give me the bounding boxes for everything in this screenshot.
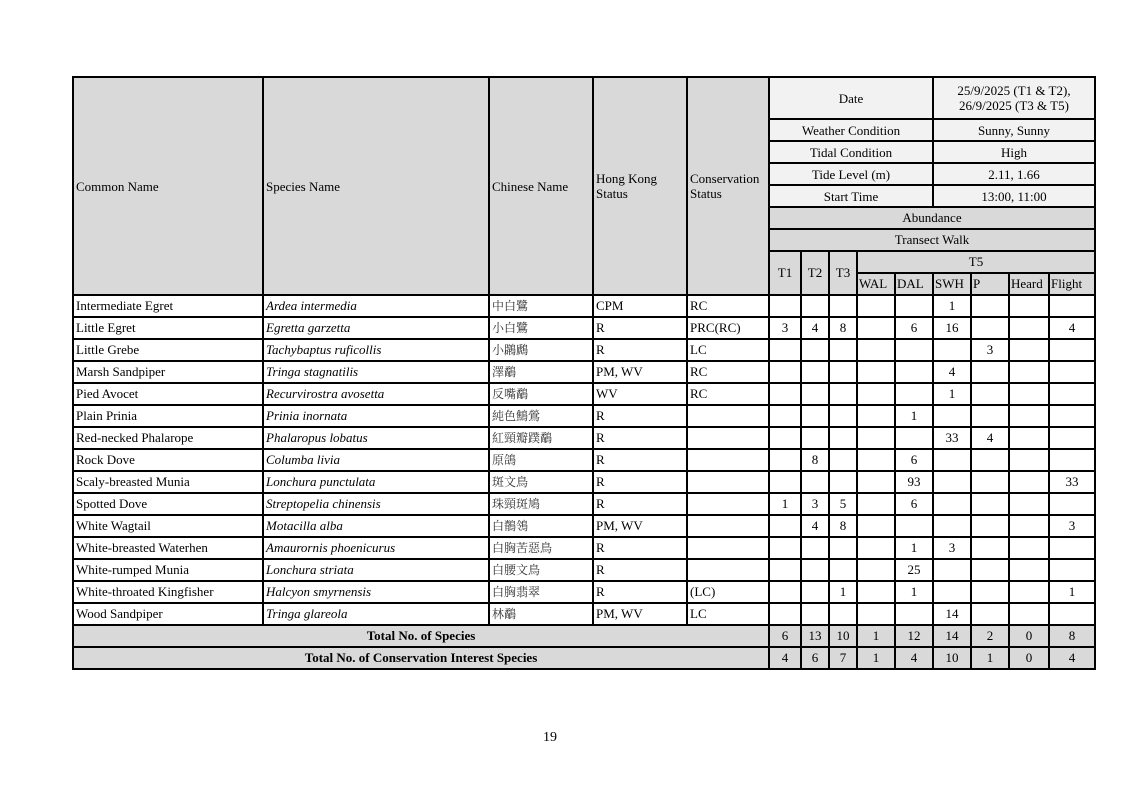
count-cell-swh xyxy=(933,493,971,515)
count-cell-dal: 6 xyxy=(895,449,933,471)
count-cell-t3 xyxy=(829,559,857,581)
table-row xyxy=(73,339,1095,361)
count-cell-flight xyxy=(1049,449,1095,471)
common-name-cell: Intermediate Egret xyxy=(73,295,263,317)
count-cell-swh: 4 xyxy=(933,361,971,383)
table-row xyxy=(73,493,1095,515)
count-cell-t2: 4 xyxy=(801,317,829,339)
count-cell-heard xyxy=(1009,515,1049,537)
count-cell-dal: 93 xyxy=(895,471,933,493)
total-cell-wal: 1 xyxy=(857,647,895,669)
header-common-name: Common Name xyxy=(73,77,263,295)
count-cell-swh: 1 xyxy=(933,383,971,405)
species-name-cell: Tringa stagnatilis xyxy=(263,361,489,383)
col-header-t1: T1 xyxy=(769,251,801,295)
total-cell-heard: 0 xyxy=(1009,625,1049,647)
count-cell-heard xyxy=(1009,339,1049,361)
transect-walk-header: Transect Walk xyxy=(769,229,1095,251)
count-cell-dal xyxy=(895,383,933,405)
col-header-dal: DAL xyxy=(895,273,933,295)
count-cell-flight: 3 xyxy=(1049,515,1095,537)
count-cell-t2 xyxy=(801,581,829,603)
info-value-weather: Sunny, Sunny xyxy=(933,119,1095,141)
total-cell-t3: 10 xyxy=(829,625,857,647)
count-cell-p xyxy=(971,603,1009,625)
conservation-status-cell xyxy=(687,405,769,427)
header-species-name: Species Name xyxy=(263,77,489,295)
count-cell-dal: 25 xyxy=(895,559,933,581)
count-cell-t3 xyxy=(829,295,857,317)
conservation-status-cell: RC xyxy=(687,383,769,405)
common-name-cell: Rock Dove xyxy=(73,449,263,471)
common-name-cell: Pied Avocet xyxy=(73,383,263,405)
conservation-status-cell xyxy=(687,537,769,559)
chinese-name-cell: 白胸苦惡鳥 xyxy=(489,537,593,559)
species-name-cell: Phalaropus lobatus xyxy=(263,427,489,449)
count-cell-flight xyxy=(1049,427,1095,449)
hk-status-cell: R xyxy=(593,559,687,581)
count-cell-dal xyxy=(895,361,933,383)
count-cell-t2: 4 xyxy=(801,515,829,537)
count-cell-heard xyxy=(1009,427,1049,449)
table-row xyxy=(73,581,1095,603)
common-name-cell: Red-necked Phalarope xyxy=(73,427,263,449)
count-cell-t2 xyxy=(801,471,829,493)
info-value-tide-level: 2.11, 1.66 xyxy=(933,163,1095,185)
count-cell-dal xyxy=(895,339,933,361)
col-header-p: P xyxy=(971,273,1009,295)
hk-status-cell: R xyxy=(593,405,687,427)
conservation-status-cell xyxy=(687,493,769,515)
chinese-name-cell: 白腰文鳥 xyxy=(489,559,593,581)
count-cell-dal xyxy=(895,603,933,625)
hk-status-cell: PM, WV xyxy=(593,603,687,625)
count-cell-t2 xyxy=(801,295,829,317)
conservation-status-cell: (LC) xyxy=(687,581,769,603)
common-name-cell: Wood Sandpiper xyxy=(73,603,263,625)
total-cell-heard: 0 xyxy=(1009,647,1049,669)
count-cell-swh: 1 xyxy=(933,295,971,317)
count-cell-p xyxy=(971,581,1009,603)
table-row xyxy=(73,295,1095,317)
total-cell-flight: 8 xyxy=(1049,625,1095,647)
hk-status-cell: R xyxy=(593,581,687,603)
count-cell-t2 xyxy=(801,427,829,449)
count-cell-flight xyxy=(1049,493,1095,515)
chinese-name-cell: 小鸊鷉 xyxy=(489,339,593,361)
count-cell-flight xyxy=(1049,405,1095,427)
count-cell-p xyxy=(971,515,1009,537)
count-cell-wal xyxy=(857,581,895,603)
total-cell-swh: 14 xyxy=(933,625,971,647)
species-name-cell: Ardea intermedia xyxy=(263,295,489,317)
common-name-cell: Plain Prinia xyxy=(73,405,263,427)
table-row xyxy=(73,603,1095,625)
total-cell-t2: 6 xyxy=(801,647,829,669)
chinese-name-cell: 純色鷦鶯 xyxy=(489,405,593,427)
count-cell-wal xyxy=(857,383,895,405)
total-cell-dal: 4 xyxy=(895,647,933,669)
count-cell-p xyxy=(971,361,1009,383)
count-cell-p xyxy=(971,295,1009,317)
count-cell-flight: 33 xyxy=(1049,471,1095,493)
table-row xyxy=(73,317,1095,339)
info-value-start-time: 13:00, 11:00 xyxy=(933,185,1095,207)
count-cell-flight: 4 xyxy=(1049,317,1095,339)
count-cell-wal xyxy=(857,515,895,537)
total-cell-dal: 12 xyxy=(895,625,933,647)
count-cell-t1 xyxy=(769,361,801,383)
bird-survey-table xyxy=(72,76,1096,670)
count-cell-flight xyxy=(1049,339,1095,361)
count-cell-swh xyxy=(933,471,971,493)
hk-status-cell: R xyxy=(593,317,687,339)
count-cell-heard xyxy=(1009,559,1049,581)
count-cell-t3: 8 xyxy=(829,317,857,339)
totals-label: Total No. of Species xyxy=(73,625,769,647)
header-hk-status: Hong Kong Status xyxy=(593,77,687,295)
col-header-heard: Heard xyxy=(1009,273,1049,295)
count-cell-wal xyxy=(857,317,895,339)
count-cell-flight xyxy=(1049,295,1095,317)
count-cell-heard xyxy=(1009,581,1049,603)
chinese-name-cell: 白胸翡翠 xyxy=(489,581,593,603)
common-name-cell: White Wagtail xyxy=(73,515,263,537)
count-cell-t3 xyxy=(829,537,857,559)
count-cell-t1 xyxy=(769,339,801,361)
count-cell-t2 xyxy=(801,361,829,383)
total-cell-t1: 4 xyxy=(769,647,801,669)
count-cell-t3 xyxy=(829,449,857,471)
table-row xyxy=(73,427,1095,449)
species-name-cell: Motacilla alba xyxy=(263,515,489,537)
count-cell-swh: 14 xyxy=(933,603,971,625)
hk-status-cell: R xyxy=(593,449,687,471)
common-name-cell: White-breasted Waterhen xyxy=(73,537,263,559)
species-name-cell: Lonchura striata xyxy=(263,559,489,581)
count-cell-wal xyxy=(857,603,895,625)
chinese-name-cell: 白鶺鴒 xyxy=(489,515,593,537)
t5-header: T5 xyxy=(857,251,1095,273)
count-cell-p xyxy=(971,405,1009,427)
count-cell-dal xyxy=(895,427,933,449)
count-cell-heard xyxy=(1009,361,1049,383)
hk-status-cell: CPM xyxy=(593,295,687,317)
count-cell-dal: 6 xyxy=(895,317,933,339)
species-name-cell: Amaurornis phoenicurus xyxy=(263,537,489,559)
count-cell-dal: 1 xyxy=(895,405,933,427)
chinese-name-cell: 斑文鳥 xyxy=(489,471,593,493)
count-cell-p xyxy=(971,559,1009,581)
count-cell-t1: 3 xyxy=(769,317,801,339)
count-cell-wal xyxy=(857,449,895,471)
count-cell-t2 xyxy=(801,383,829,405)
count-cell-t1 xyxy=(769,559,801,581)
species-name-cell: Egretta garzetta xyxy=(263,317,489,339)
common-name-cell: Little Grebe xyxy=(73,339,263,361)
hk-status-cell: WV xyxy=(593,383,687,405)
total-cell-flight: 4 xyxy=(1049,647,1095,669)
count-cell-t1 xyxy=(769,581,801,603)
table-row xyxy=(73,537,1095,559)
chinese-name-cell: 紅頸瓣蹼鷸 xyxy=(489,427,593,449)
col-header-t2: T2 xyxy=(801,251,829,295)
count-cell-dal: 6 xyxy=(895,493,933,515)
count-cell-t3 xyxy=(829,405,857,427)
conservation-status-cell xyxy=(687,559,769,581)
header-conservation-status: Conservation Status xyxy=(687,77,769,295)
totals-row xyxy=(73,647,1095,669)
hk-status-cell: R xyxy=(593,537,687,559)
count-cell-heard xyxy=(1009,603,1049,625)
conservation-status-cell xyxy=(687,515,769,537)
common-name-cell: Scaly-breasted Munia xyxy=(73,471,263,493)
info-label-tidal: Tidal Condition xyxy=(769,141,933,163)
count-cell-t1 xyxy=(769,449,801,471)
count-cell-t1 xyxy=(769,537,801,559)
hk-status-cell: PM, WV xyxy=(593,515,687,537)
count-cell-t1 xyxy=(769,405,801,427)
totals-label: Total No. of Conservation Interest Species xyxy=(73,647,769,669)
count-cell-p xyxy=(971,471,1009,493)
conservation-status-cell: RC xyxy=(687,295,769,317)
total-cell-p: 1 xyxy=(971,647,1009,669)
common-name-cell: Marsh Sandpiper xyxy=(73,361,263,383)
table-row xyxy=(73,449,1095,471)
table-row xyxy=(73,471,1095,493)
total-cell-wal: 1 xyxy=(857,625,895,647)
chinese-name-cell: 原鴿 xyxy=(489,449,593,471)
count-cell-t1: 1 xyxy=(769,493,801,515)
count-cell-wal xyxy=(857,405,895,427)
count-cell-wal xyxy=(857,361,895,383)
count-cell-t2 xyxy=(801,537,829,559)
count-cell-wal xyxy=(857,471,895,493)
count-cell-t3 xyxy=(829,339,857,361)
count-cell-heard xyxy=(1009,449,1049,471)
count-cell-p xyxy=(971,317,1009,339)
count-cell-t1 xyxy=(769,427,801,449)
count-cell-p: 4 xyxy=(971,427,1009,449)
count-cell-flight xyxy=(1049,603,1095,625)
info-label-start-time: Start Time xyxy=(769,185,933,207)
chinese-name-cell: 珠頸斑鳩 xyxy=(489,493,593,515)
conservation-status-cell: RC xyxy=(687,361,769,383)
col-header-t3: T3 xyxy=(829,251,857,295)
chinese-name-cell: 反嘴鷸 xyxy=(489,383,593,405)
species-name-cell: Columba livia xyxy=(263,449,489,471)
header-chinese-name: Chinese Name xyxy=(489,77,593,295)
hk-status-cell: R xyxy=(593,339,687,361)
conservation-status-cell xyxy=(687,471,769,493)
count-cell-t3: 8 xyxy=(829,515,857,537)
info-label-tide-level: Tide Level (m) xyxy=(769,163,933,185)
count-cell-t1 xyxy=(769,515,801,537)
count-cell-t2 xyxy=(801,559,829,581)
count-cell-swh xyxy=(933,581,971,603)
count-cell-t3 xyxy=(829,361,857,383)
total-cell-t1: 6 xyxy=(769,625,801,647)
common-name-cell: Spotted Dove xyxy=(73,493,263,515)
count-cell-flight xyxy=(1049,559,1095,581)
count-cell-heard xyxy=(1009,405,1049,427)
total-cell-t2: 13 xyxy=(801,625,829,647)
common-name-cell: White-rumped Munia xyxy=(73,559,263,581)
count-cell-t2 xyxy=(801,405,829,427)
count-cell-wal xyxy=(857,427,895,449)
table-row xyxy=(73,405,1095,427)
count-cell-heard xyxy=(1009,383,1049,405)
species-name-cell: Tachybaptus ruficollis xyxy=(263,339,489,361)
count-cell-t2 xyxy=(801,339,829,361)
count-cell-heard xyxy=(1009,471,1049,493)
count-cell-heard xyxy=(1009,295,1049,317)
count-cell-p xyxy=(971,537,1009,559)
chinese-name-cell: 林鷸 xyxy=(489,603,593,625)
info-label-weather: Weather Condition xyxy=(769,119,933,141)
table-row xyxy=(73,361,1095,383)
species-name-cell: Halcyon smyrnensis xyxy=(263,581,489,603)
count-cell-p xyxy=(971,493,1009,515)
table-row xyxy=(73,515,1095,537)
conservation-status-cell: LC xyxy=(687,339,769,361)
count-cell-swh: 33 xyxy=(933,427,971,449)
count-cell-flight xyxy=(1049,361,1095,383)
species-name-cell: Lonchura punctulata xyxy=(263,471,489,493)
count-cell-t1 xyxy=(769,295,801,317)
count-cell-t1 xyxy=(769,471,801,493)
total-cell-t3: 7 xyxy=(829,647,857,669)
info-value-tidal: High xyxy=(933,141,1095,163)
species-name-cell: Recurvirostra avosetta xyxy=(263,383,489,405)
hk-status-cell: R xyxy=(593,493,687,515)
count-cell-t2: 8 xyxy=(801,449,829,471)
col-header-flight: Flight xyxy=(1049,273,1095,295)
conservation-status-cell xyxy=(687,427,769,449)
count-cell-wal xyxy=(857,559,895,581)
count-cell-swh xyxy=(933,559,971,581)
hk-status-cell: R xyxy=(593,427,687,449)
count-cell-swh xyxy=(933,405,971,427)
count-cell-swh: 16 xyxy=(933,317,971,339)
count-cell-swh: 3 xyxy=(933,537,971,559)
common-name-cell: Little Egret xyxy=(73,317,263,339)
conservation-status-cell xyxy=(687,449,769,471)
count-cell-t3: 5 xyxy=(829,493,857,515)
species-name-cell: Tringa glareola xyxy=(263,603,489,625)
chinese-name-cell: 中白鷺 xyxy=(489,295,593,317)
count-cell-dal xyxy=(895,515,933,537)
count-cell-swh xyxy=(933,339,971,361)
count-cell-t3 xyxy=(829,603,857,625)
count-cell-swh xyxy=(933,515,971,537)
hk-status-cell: R xyxy=(593,471,687,493)
species-name-cell: Streptopelia chinensis xyxy=(263,493,489,515)
info-value-date: 25/9/2025 (T1 & T2), 26/9/2025 (T3 & T5) xyxy=(933,77,1095,119)
count-cell-heard xyxy=(1009,493,1049,515)
count-cell-p xyxy=(971,449,1009,471)
col-header-swh: SWH xyxy=(933,273,971,295)
total-cell-swh: 10 xyxy=(933,647,971,669)
count-cell-p xyxy=(971,383,1009,405)
col-header-wal: WAL xyxy=(857,273,895,295)
conservation-status-cell: PRC(RC) xyxy=(687,317,769,339)
count-cell-t3 xyxy=(829,471,857,493)
count-cell-t1 xyxy=(769,383,801,405)
species-name-cell: Prinia inornata xyxy=(263,405,489,427)
count-cell-swh xyxy=(933,449,971,471)
count-cell-t3 xyxy=(829,383,857,405)
count-cell-heard xyxy=(1009,317,1049,339)
count-cell-flight xyxy=(1049,537,1095,559)
count-cell-dal: 1 xyxy=(895,581,933,603)
count-cell-heard xyxy=(1009,537,1049,559)
count-cell-t3: 1 xyxy=(829,581,857,603)
count-cell-t1 xyxy=(769,603,801,625)
hk-status-cell: PM, WV xyxy=(593,361,687,383)
page-number: 19 xyxy=(543,730,557,745)
count-cell-wal xyxy=(857,339,895,361)
count-cell-t3 xyxy=(829,427,857,449)
common-name-cell: White-throated Kingfisher xyxy=(73,581,263,603)
count-cell-wal xyxy=(857,537,895,559)
totals-row xyxy=(73,625,1095,647)
count-cell-flight: 1 xyxy=(1049,581,1095,603)
chinese-name-cell: 小白鷺 xyxy=(489,317,593,339)
total-cell-p: 2 xyxy=(971,625,1009,647)
count-cell-dal: 1 xyxy=(895,537,933,559)
count-cell-wal xyxy=(857,493,895,515)
count-cell-t2 xyxy=(801,603,829,625)
count-cell-p: 3 xyxy=(971,339,1009,361)
count-cell-flight xyxy=(1049,383,1095,405)
table-row xyxy=(73,383,1095,405)
abundance-header: Abundance xyxy=(769,207,1095,229)
count-cell-wal xyxy=(857,295,895,317)
count-cell-t2: 3 xyxy=(801,493,829,515)
count-cell-dal xyxy=(895,295,933,317)
conservation-status-cell: LC xyxy=(687,603,769,625)
info-label-date: Date xyxy=(769,77,933,119)
table-row xyxy=(73,559,1095,581)
chinese-name-cell: 澤鷸 xyxy=(489,361,593,383)
